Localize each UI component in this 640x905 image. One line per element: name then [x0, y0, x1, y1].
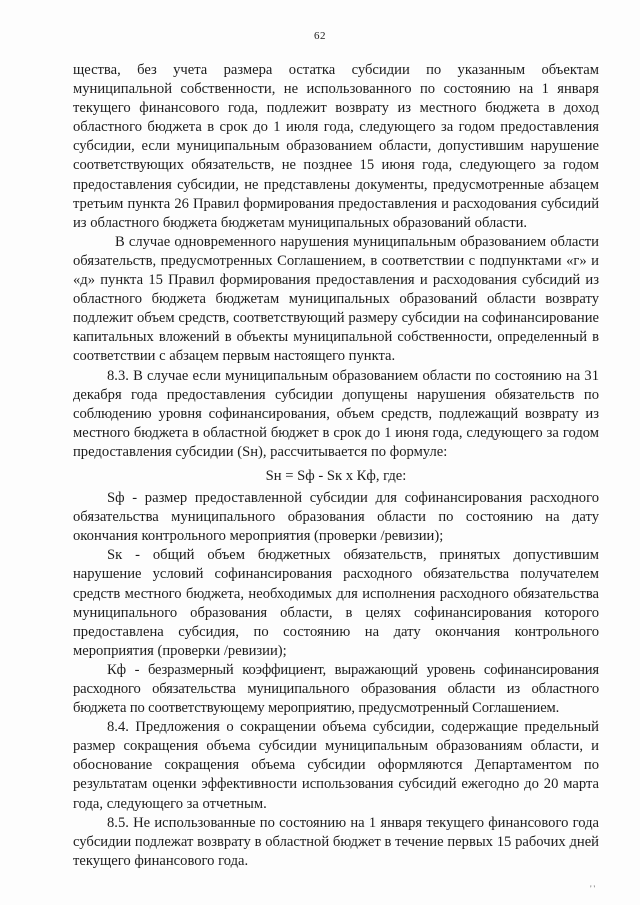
paragraph-8-5: 8.5. Не использованные по состоянию на 1 января текущего финансового года субсидии подлежат возврату в областной бюджет в течение первых 15 рабочих дней текущего финансового года. [73, 814, 599, 869]
document-body [73, 61, 599, 871]
definition-sk: Sк - общий объем бюджетных обязательств, принятых допустившим нарушение условий софинансирования расходного обязательства получателем средств местного бюджета, необходимых для исполнения расходного обязательства муниципального образования области, в целях софинансирования которого предоставлена субсидия, по состоянию на дату окончания контрольного мероприятия (проверки /ревизии); [73, 547, 599, 659]
paragraph-continuation: щества, без учета размера остатка субсидии по указанным объектам муниципальной собственности, не использованного по состоянию на 1 января текущего финансового года, подлежит возврату из местного бюджета в доход областного бюджета в срок до 1 июля года, следующего за годом предоставления субсидии, если муниципальным образованием области, допустившим нарушение соответствующих обязательств, не позднее 15 июня года, следующего за годом предоставления субсидии, не представлены документы, предусмотренные абзацем третьим пункта 26 Правил формирования предоставления и расходования субсидий из областного бюджета бюджетам муниципальных образований области. [73, 62, 599, 231]
scan-mark: ' ' [590, 884, 595, 893]
paragraph-8-4: 8.4. Предложения о сокращении объема субсидии, содержащие предельный размер сокращения объема субсидии муниципальным образованиям области, и обоснование сокращения объема субсидии оформляются Департаментом по результатам оценки эффективности использования субсидий ежегодно до 20 марта года, следующего за отчетным. [73, 719, 599, 812]
paragraph-simultaneous-violation: В случае одновременного нарушения муниципальным образованием области обязательств, предусмотренных Соглашением, в соответствии с подпунктами «г» и «д» пункта 15 Правил формирования предоставления и расходования субсидий из областного бюджета бюджетам муниципальных образований области возврату подлежит объем средств, соответствующий размеру субсидии на софинансирование капитальных вложений в объекты муниципальной собственности, определенный в соответствии с абзацем первым настоящего пункта. [73, 233, 599, 365]
paragraph-8-3: 8.3. В случае если муниципальным образованием области по состоянию на 31 декабря года предоставления субсидии допущены нарушения обязательств по соблюдению уровня софинансирования, объем средств, подлежащий возврату из местного бюджета в областной бюджет в срок до 1 июня года, следующего за годом предоставления субсидии (Sн), рассчитывается по формуле: [73, 367, 599, 460]
definition-sf: Sф - размер предоставленной субсидии для софинансирования расходного обязательства муниципального образования области по состоянию на дату окончания контрольного мероприятия (проверки /ревизии); [73, 490, 599, 545]
formula: Sн = Sф - Sк х Кф, где: [265, 467, 407, 484]
page-number: 62 [314, 30, 326, 42]
definition-kf: Кф - безразмерный коэффициент, выражающий уровень софинансирования расходного обязательства муниципального образования области из областного бюджета по соответствующему мероприятию, предусмотренный Соглашением. [73, 661, 599, 717]
